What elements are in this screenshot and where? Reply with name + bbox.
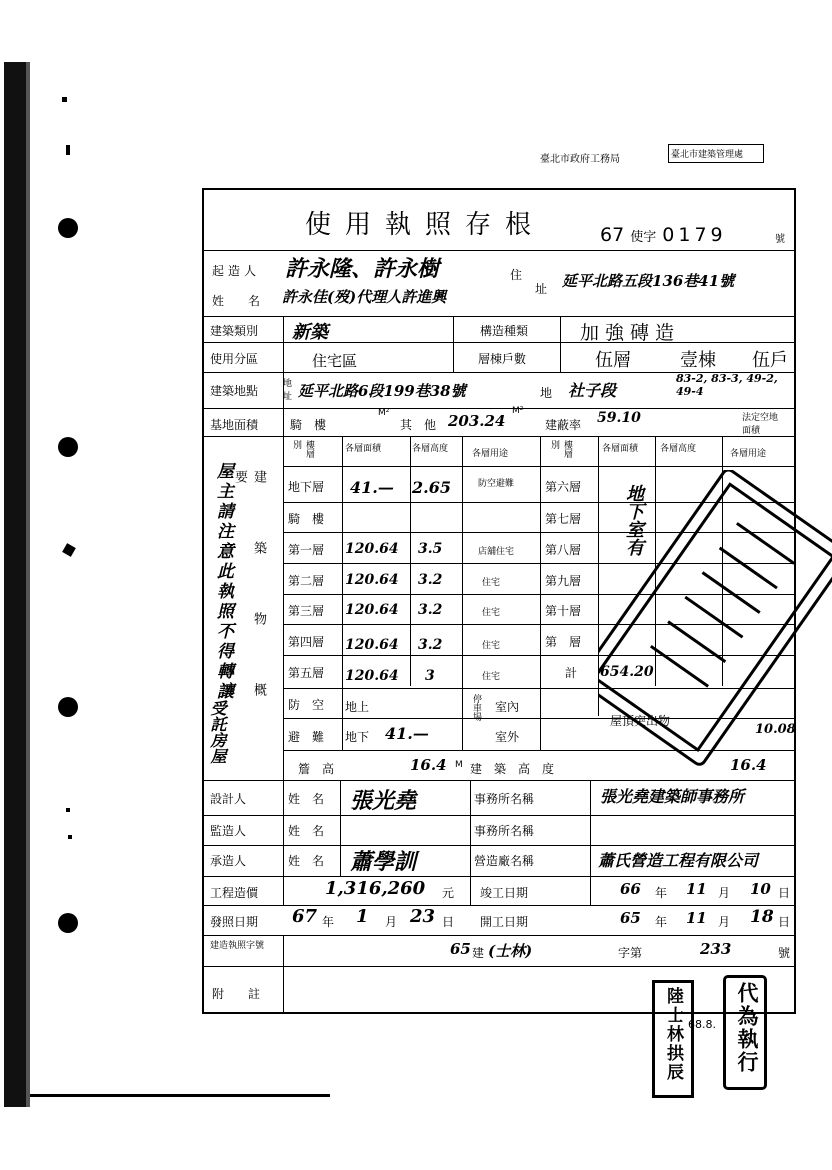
f3-area: 120.64 (345, 602, 399, 618)
permit-ref-year: 65 (450, 940, 471, 958)
rule (462, 436, 463, 750)
margin-note-text: 屋主請注意此執照不得轉讓 (213, 462, 233, 702)
cost: 1,316,260 (325, 878, 426, 899)
designer-name: 張光堯 (350, 788, 417, 814)
f1-area: 120.64 (345, 541, 399, 557)
f4-area: 120.64 (345, 637, 399, 653)
total-area: 654.20 (600, 664, 654, 680)
basement-use: 防空避難 (478, 479, 515, 489)
row-f5: 第五層 (288, 666, 325, 680)
punch-hole (58, 697, 78, 717)
row-arcade: 騎 樓 (288, 512, 325, 526)
f1-height: 3.5 (418, 541, 443, 557)
rule (202, 876, 796, 877)
label-indoor: 室內 (495, 700, 520, 714)
permit-number (600, 224, 727, 246)
buildings: 壹棟 (680, 350, 716, 371)
rule (202, 845, 796, 846)
row-f6: 第六層 (545, 480, 582, 494)
rule (283, 935, 284, 1014)
start-day: 18 (750, 907, 774, 927)
scan-ref: 68.8. (688, 1018, 716, 1031)
floors: 伍層 (595, 350, 631, 371)
label-legal-open: 法定空地面積 (742, 413, 779, 436)
row-f4: 第四層 (288, 635, 325, 649)
label-build-category: 建築類別 (210, 324, 259, 338)
label-name: 姓 名 (212, 294, 261, 308)
issue-year: 67 (292, 906, 318, 927)
label-year: 年 (655, 886, 668, 900)
permit-ref-no: 233 (700, 940, 732, 958)
col-floor-use: 各層用途 (472, 449, 509, 459)
label-arcade: 騎 樓 (290, 418, 327, 432)
punch-hole (58, 218, 78, 238)
label-year: 年 (655, 915, 668, 929)
f5-area: 120.64 (345, 668, 399, 684)
site-lots: 83-2, 83-3, 49-2, 49-4 (676, 372, 778, 398)
label-site-sub: 地址 (283, 379, 293, 402)
basement-height: 2.65 (412, 478, 451, 497)
units: 伍戶 (752, 350, 788, 371)
seal-right-text: 代為執行 (735, 982, 759, 1074)
row-evacuation: 避 難 (288, 730, 325, 744)
rule (342, 436, 343, 750)
site-address: 延平北路6段199巷38號 (298, 382, 466, 400)
label-supervisor-firm: 事務所名稱 (474, 824, 535, 838)
label-year: 年 (322, 915, 335, 929)
f4-height: 3.2 (418, 637, 443, 653)
use-zone: 住宅區 (312, 352, 358, 370)
label-structure-type: 構造種類 (480, 324, 529, 338)
label-contractor-name: 姓 名 (288, 854, 325, 868)
roof-area: 10.08 (755, 722, 796, 737)
issue-month: 1 (356, 906, 369, 927)
air-raid-under: 41.— (385, 724, 429, 743)
label-firm: 事務所名稱 (474, 792, 535, 806)
rule (560, 316, 561, 372)
f5-use: 住宅 (482, 672, 501, 682)
build-category: 新築 (292, 322, 328, 343)
label-month: 月 (385, 915, 398, 929)
row-f3: 第三層 (288, 604, 325, 618)
builders-line-1: 許永隆、許永樹 (285, 256, 440, 282)
label-cost: 工程造價 (210, 886, 259, 900)
row-air-raid: 防 空 (288, 698, 325, 712)
seal-left-text: 陸士林拱辰 (663, 987, 683, 1082)
header-stamp (540, 140, 770, 184)
col-floor-item: 樓層別 (291, 440, 314, 458)
builders-line-2: 許永佳(歿)代理人許進興 (282, 288, 447, 306)
col-floor-area-2: 各層面積 (602, 444, 639, 454)
punch-hole (58, 913, 78, 933)
label-builder: 起造人 (212, 264, 261, 278)
label-other: 其 他 (400, 418, 437, 432)
rule (410, 436, 411, 686)
rule (202, 966, 796, 967)
label-month: 月 (718, 915, 731, 929)
permit-mid: 使字 (630, 230, 657, 245)
rule (202, 408, 796, 409)
row-fx: 第 層 (545, 635, 582, 649)
label-site-location: 建築地點 (210, 384, 259, 398)
col-floor-use-2: 各層用途 (730, 449, 767, 459)
binder-edge (4, 62, 26, 1107)
rule (453, 316, 454, 372)
site-section: 社子段 (568, 381, 617, 400)
coverage: 59.10 (597, 410, 641, 426)
row-total: 計 (565, 666, 578, 680)
rule (590, 780, 591, 906)
label-use-zone: 使用分區 (210, 352, 259, 366)
rule (202, 436, 796, 437)
label-designer-name: 姓 名 (288, 792, 325, 806)
label-building-height: 建 築 高 度 (470, 762, 555, 776)
scan-speck (66, 808, 70, 812)
completion-year: 66 (620, 880, 641, 898)
seal-stamp-left (652, 980, 694, 1098)
label-base-area: 基地面積 (210, 418, 259, 432)
label-designer: 設計人 (210, 792, 247, 806)
scan-speck (66, 145, 70, 155)
permit-ref-word: (士林) (488, 942, 533, 960)
builder-address: 延平北路五段136巷41號 (562, 272, 735, 290)
label-supervisor: 監造人 (210, 824, 247, 838)
row-f7: 第七層 (545, 512, 582, 526)
label-site-land: 地 (540, 386, 553, 400)
unit-m2: M² (512, 406, 524, 416)
scan-speck (62, 97, 67, 102)
rule (540, 436, 541, 750)
rule (202, 250, 796, 251)
label-build-char: 建 (472, 946, 485, 960)
header-stamp-left: 臺北市政府工務局 (540, 154, 620, 165)
label-permit-ref: 建造執照字號 (210, 941, 265, 951)
f3-height: 3.2 (418, 602, 443, 618)
row-f8: 第八層 (545, 543, 582, 557)
label-day: 日 (442, 915, 455, 929)
label-day: 日 (778, 886, 791, 900)
permit-suffix: 號 (775, 234, 785, 245)
row-f2: 第二層 (288, 574, 325, 588)
label-address-2: 址 (535, 282, 548, 296)
label-company: 營造廠名稱 (474, 854, 535, 868)
permit-digits: 0179 (662, 224, 727, 246)
label-issue-date: 發照日期 (210, 915, 259, 929)
basement-area: 41.— (350, 478, 394, 497)
structure-type: 加強磚造 (580, 322, 681, 344)
margin-note-2: 受託房屋 (208, 700, 227, 764)
rule (202, 780, 796, 781)
label-underground: 地下 (345, 730, 370, 744)
contractor-firm: 蕭氏營造工程有限公司 (598, 851, 759, 870)
scan-speck (62, 543, 76, 557)
col-floor-height: 各層高度 (412, 444, 449, 454)
rule (340, 780, 341, 876)
issue-day: 23 (410, 906, 436, 927)
label-supervisor-name: 姓 名 (288, 824, 325, 838)
label-hao: 號 (778, 946, 791, 960)
unit-m: M (455, 760, 463, 770)
label-month: 月 (718, 886, 731, 900)
f3-use: 住宅 (482, 608, 501, 618)
label-address: 住 (510, 268, 523, 282)
start-year: 65 (620, 909, 641, 927)
rule (283, 780, 284, 906)
start-month: 11 (686, 909, 707, 927)
f2-area: 120.64 (345, 572, 399, 588)
row-f10: 第十層 (545, 604, 582, 618)
label-outdoor: 室外 (495, 730, 520, 744)
seal-stamp-right (723, 975, 767, 1090)
other-area: 203.24 (448, 412, 506, 430)
label-yuan: 元 (442, 886, 455, 900)
label-zi: 字第 (618, 946, 643, 960)
f4-use: 住宅 (482, 641, 501, 651)
unit-m2: M² (378, 408, 390, 418)
form-title: 使用執照存根 (305, 210, 546, 240)
completion-day: 10 (750, 880, 771, 898)
completion-month: 11 (686, 880, 707, 898)
label-roof-area: 屋頂突出物 (610, 714, 671, 728)
designer-firm: 張光堯建築師事務所 (600, 787, 745, 806)
floor-stamp: 地下室有 (623, 484, 644, 556)
col-floor-area: 各層面積 (345, 444, 382, 454)
label-floors-units: 層棟戶數 (478, 352, 527, 366)
header-stamp-right: 臺北市建築管理處 (668, 144, 764, 163)
label-parking: 停車場 (471, 694, 481, 721)
label-ground: 地上 (345, 700, 370, 714)
scan-edge-line (30, 1094, 330, 1097)
row-basement: 地下層 (288, 480, 325, 494)
rule (202, 815, 796, 816)
label-contractor: 承造人 (210, 854, 247, 868)
label-coverage: 建蔽率 (545, 418, 582, 432)
rule (283, 436, 284, 780)
rule (202, 316, 796, 317)
row-f9: 第九層 (545, 574, 582, 588)
binder-edge-shadow (26, 62, 30, 1107)
f2-height: 3.2 (418, 572, 443, 588)
label-start-date: 開工日期 (480, 915, 529, 929)
diagonal-stamp (598, 470, 832, 770)
punch-hole (58, 437, 78, 457)
f2-use: 住宅 (482, 578, 501, 588)
row-eave-height: 簷 高 (298, 762, 335, 776)
f1-use: 店舖住宅 (478, 547, 515, 557)
permit-prefix: 67 (600, 224, 625, 246)
scan-speck (68, 835, 72, 839)
col-floor-height-2: 各層高度 (660, 444, 697, 454)
contractor-name: 蕭學訓 (350, 849, 417, 875)
label-day: 日 (778, 915, 791, 929)
col-floor-item-2: 樓層別 (549, 440, 572, 458)
section-label: 建築物概要 (232, 470, 266, 754)
row-f1: 第一層 (288, 543, 325, 557)
label-notes: 附 註 (212, 987, 261, 1001)
rule (470, 780, 471, 906)
f5-height: 3 (425, 668, 435, 684)
eave-height: 16.4 (410, 756, 447, 774)
label-completion: 竣工日期 (480, 886, 529, 900)
building-height: 16.4 (730, 756, 767, 774)
rule (202, 935, 796, 936)
